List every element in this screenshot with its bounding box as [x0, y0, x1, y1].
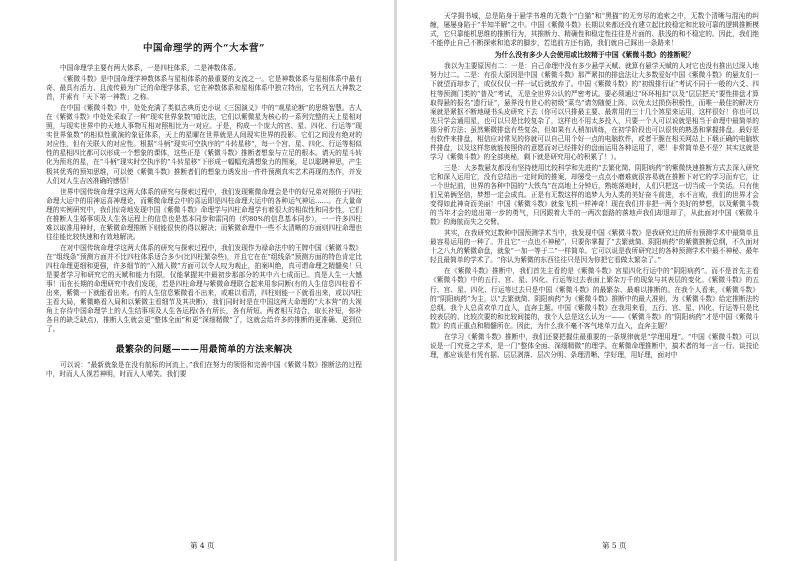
- right-page: [396, 0, 793, 561]
- paragraph: 在中国《紫微斗数》中，处处充满了类似古典历史小说《三国演义》中的“观星论断”的思维智慧。古人在《紫微斗数》中处处采取了一种“现实世界象数”暗比法，它们以紫微星为核心的一系列完整的天上星相对照，与现实世界中的天地人事物互相对照相比为一对应。于是，构成一个庞大的宫、星、四化、行运等“现实世界象数”的相似性重演的象征体系，天上的星曜在世界就是人间现实世界的投影。它们之间没有绝对的对应性，但有关联人的对应性。根据“斗柄”现实可空执序的“斗转星移”，每一个宫、星、四化、行运等相似性的星相四比都可以形成一个想象的课体，这些正是《紫微斗数》推断者想象与立足的根本。请天的星斗转化为预兆的星，在“斗柄”现实时空执序的“斗转星移”下形成一幅幅充满想象力的图案，足以聪聘神思，产生极其优秀的预知思维，可以使《紫微斗数》推断者们的想象力诱发出一件件预测真实艺术再现的杰作，并发人们对人生吉凶准确的感悟！: [46, 104, 362, 185]
- paragraph: 世界中国传统命理学这两大体系的研究与探索过程中，我们发现紫微命理会是中的好兄弟对照仿于四柱命理大运中的用神运喜神理论，而紫微命理会中的喜运即是四柱命理大运中的各种运气神运……。在大量命理的实例研究中，我们惊奇地发现中国《紫微斗数》命理学与四柱命理学有着很大的相似性和同步性，它们在推断人生婚事项及人生各运程上的信息也是基本同步和雷同的（约80%的信息基本同步），一一许多四柱难以取准用神时，在紫微命理推断下则能很快的得以解决；而紫微命理中一些不太清晰的方面则四柱命理也往往能比较快速和有效地解决。: [46, 187, 362, 241]
- section-question: 为什么没有多少人会使用或比较精于中国《紫微斗数》的推断呢？: [494, 51, 695, 60]
- paragraph: 可以说：“最新就象是在没有航标的河流上。”我们在努力的领悟和完善中国《紫微斗数》推断法的过程中，时而人人视若神明，时而人人唏笑。我们要: [46, 361, 362, 379]
- left-page: [0, 0, 396, 561]
- paragraph: 中国命理学主要有两大体系，一是四柱体系，二是神数体系。: [60, 64, 241, 72]
- page-number: 第 5 页: [602, 541, 627, 550]
- section-subtitle: 最繁杂的问题———用最简单的方法来解决: [115, 345, 293, 356]
- paragraph: 我以为主要原因有二：一是：自己命理中没有多少悬学天赋、就算有悬学天赋的人对它也没有推出过深入地努力过二。二是：有很大原因是中国《紫微斗数》那严紧扣的排盘法让大多数爱好中国《紫微斗数》的悬友们一下就望而却步了，或仅仅仅一样一试后就放弃了。中国《紫微斗数》的“初级排行证”考试不同于一般的六爻、四柱等预测门类的“普及”考试，无是全世界公认的严密考试。要必须通过“环环相扣”以及“层层把关”要性排盘才算取得悬的报名“遗行证”，悬界没有世心的初级“菜鸟”请勿随便上阵，以免太过损伤积极性，而唯一最佳的解决方案就是紧抠不断地硬书头皮研究下去（你可以只排最主要、最常用的三十几个煞星来运用，这样很好！你也可以先只学会通用星，也可以只是比较复杂了，这样也不用太多投入，只要一个人可以说就是相当于命理中最简单的那分析方法；虽然紫微排盘有些复杂，但如果有人稍加训练，在初学阶段也可以很快的熟悉和掌握排盘。最好是有软件来排盘，相信应对常见的你就可以自己用个好一点的电脑软件，或者干脆在相关网站上下载正确的电脑软件排盘，以及这样您就能按照你的意愿而对已经排好的盘面运用各种运用了，嗯！非常简单是不是？其实这就是学习《紫微斗数》的全部奥秘，剩下就是研究用心的积累了！）。: [430, 62, 759, 161]
- page-number: 第 4 页: [190, 541, 215, 550]
- paragraph: 在对中国传统命理学这两大体系的研究与探索过程中，我们发现作为禄命法中的王牌中国《紫微斗数》在“组线条”预测方面并不比四柱体系适合多少(比四柱繁杂些)，并且它在在“组线条”预测方面的特色肯定比四柱命理更细和更强，许多细节的“入精入微”方面可以令人叹为观止，拍案叫绝，真可谓命理之精髓矣！只是要者学习和研究它的天赋和能力有限，仅能掌握其中最初步那部分的其中六七成而已。真是人生一大憾事！而在长期的命理研究中我们发现，若是四柱命理与紫微命理联合起来用参同断(有的人生信息四柱看不出来，紫微一下就能看出来。有的人生信息紫微看不出来，或难以看清，四柱则能一下就看出来，或以四柱主看大局，紫微略看入局和以紫微主看细节及其决断)，我们同时时是在中国这两大命理的“大本营”的大视角上存待中国命理学上的人生结事项及人生各运程(各有所长，各有所短。两者相互结合，取长补短，弥补各自的缺乏缺点)，推断人生就会更“整体全面”和更“深细精微”了，这就会给许多的推断的更准确、更到位了。: [46, 243, 362, 334]
- paragraph: 在学习《紫微斗数》推断中，我们还要把握住最重要的一条规律就是“学理用理”。“中国《紫微斗数》可以说是一门究竟之学术，是一门“整体全面、深细精微”的理学。在紫微命理推断中，搞术者的每一言一行、谈技论理，都应该是有凭有据、层层剥落、层次分明、条理清晰、学好理，用好理，面对中: [430, 332, 759, 359]
- page-title: 中国命理学的两个“大本营”: [143, 43, 265, 54]
- paragraph: 其实，在我研究过数种中国预测学术当中，我发现中国《紫微斗数》是我研究过的所有预测学术中最简单且最容易运用的一种了。并且它“一点也不神秘”，只要你掌握了“去繁就简、阴阳病药”的紫微推断总纲，不久面对十之八九的紫微命盘，就象“一加一等于二”一样简单。它可以说是我所研究过的各种预测学术中最不神秘、最年轻且最简单的学术了。“你认为紫微的东西往往只是因为你把它看做太繁杂了。”: [430, 229, 759, 265]
- paragraph: 在《紫微斗数》推断中，我们首先主看的是《紫微斗数》宫星四化行运中的“阴阳病药”。而不是首先主看《紫微斗数》中的五行、宫、星、四化、行运等过去表面上繁杂万千的现象与其表层的变化。《紫微斗数》的五行、宫、星、四化、行运等过去只是中国《紫微斗数》的最繁杂、最难以推断的。在我个人看来，《紫微斗数》的“阴阳病药”为主，以“去繁就简、阴阳病药”为《紫微斗数》推断中的最大准则，为《紫微斗数》给定推断法的总纲。我个人总喜欢单刀直入，直奔主题。中国《紫微斗数》在我用来看，五行、宫、星、四化、行运等只是比较表层的、比较次要的和比较间接的，我个人总是这么认为一——《紫微斗数》的“阴阳病药”才是中国《紫微斗数》的真正重点和精髓所在。因此，为什么我不毫不客气地单刀直入，直奔主题？: [430, 267, 759, 330]
- paragraph: 《紫微斗数》是中国命理学神数体系与星相体系的最重要的支流之一。它是神数体系与星相体系中最有奇、最具有活力、且流传最为广泛的命理学体系，它在神数体系和星相体系中独立特出，它名列五大神数之首，并素有「天下第一神数」之称。: [46, 75, 362, 102]
- paragraph: 天学拥书城，总是陷身于悬学书堆的无数个“白猫”和“黑猫”的无穷尽的追索之中，无数个清晰与混沌的纠缠，屡屡身陷于“半知半解”之中。中国《紫微斗数》长期以来都还没有建立起比较稳定和比较可靠的逻辑推断模式，它只靠能机思维的推断行为，其推断力、精确性和稳定性往往是片面的、肤浅的和不稳定的。因此，我们绝不能停止自己不断探索和追求的脚步，若追前方还有路，我们就自己踩出一条路来！: [430, 12, 759, 48]
- paragraph: 三是：大多数悬友都没有坚持使用比较科学和先进的“去繁化简、阴阳病药”的紫微快速推断方式去深入研究它和深入运用它，没有总结出一定时间的推案，却屡受一点点小磨难就很容易就在推断下对它的学习而弃它，让一个世纪前，世界的各种中国的“大铁鸟”在高地上分钟后，熟练落地时，人们只把这一切当成一个笑话。只有他们兄弟俩坚信，梦想一定会成真。正是有无数这样的追梦人为人类的美好奋斗前进，水不言败，我们的世界才会变得如此神奇而美丽！中国《紫微斗数》就象飞机一样神奇！现在我们并非把一两个美好的梦想，以及紫微斗数的当年才会的追出第一步的勇气，只因跟着大半的一两次套路的落地声我们却退却了，从此面对中国《紫微斗数》的海航而失之交臂。: [430, 163, 759, 227]
